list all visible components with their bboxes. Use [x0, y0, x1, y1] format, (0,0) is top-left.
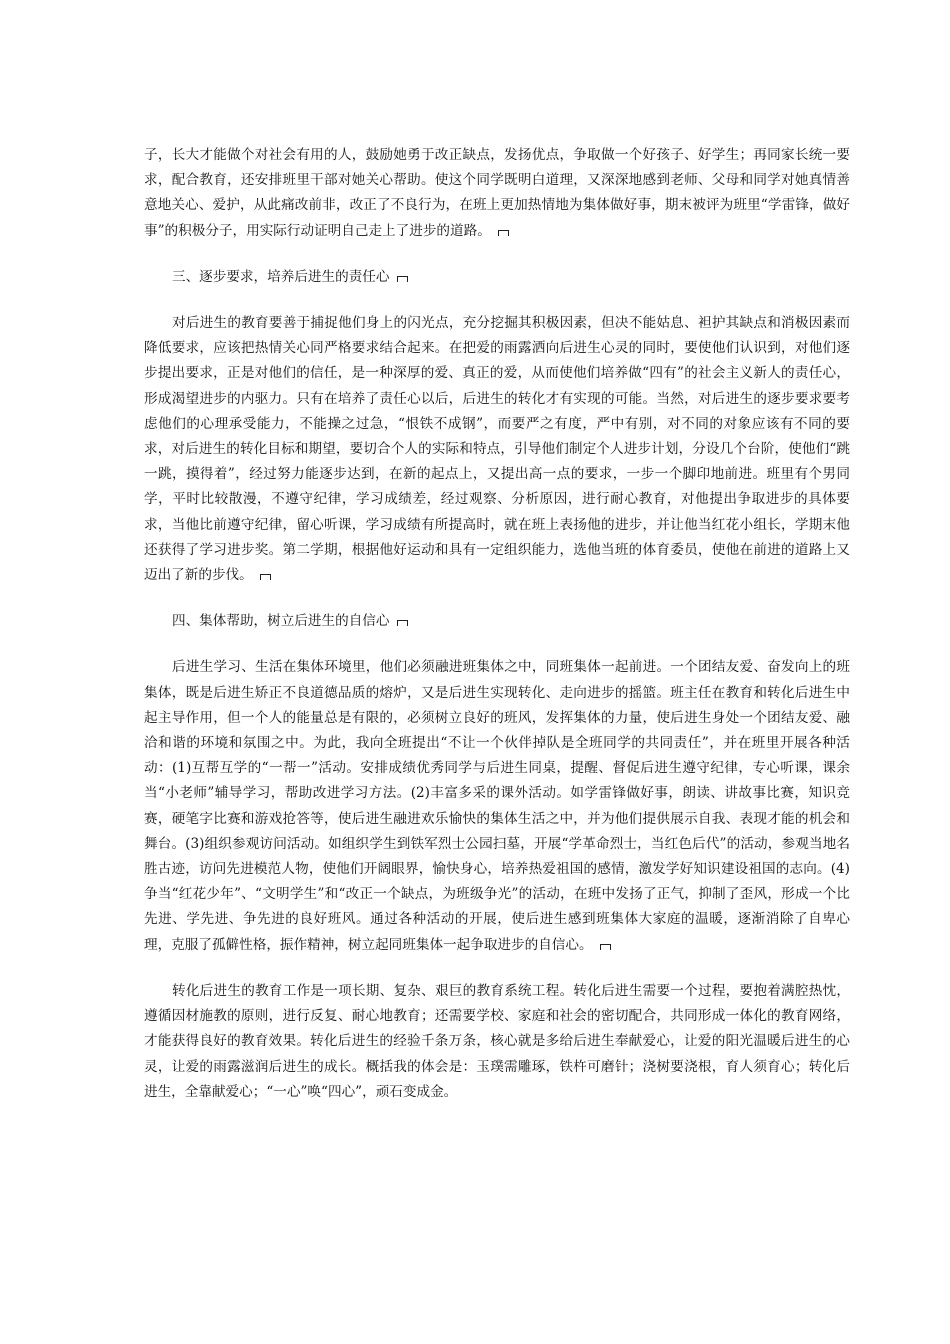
paragraph-text: 对后进生的教育要善于捕捉他们身上的闪光点，充分挖掘其积极因素，但决不能姑息、袒护其缺点和消极因素而降低要求，应该把热情关心同严格要求结合起来。在把爱的雨露洒向后进生心灵的同时，要使他们认识到，对他们逐步提出要求，正是对他们的信任，是一种深厚的爱、真正的爱，从而使他们培养做“四有”的社会主义新人的责任心，形成渴望进步的内驱力。只有在培养了责任心以后，后进生的转化才有实现的可能。当然，对后进生的逐步要求要考虑他们的心理承受能力，不能操之过急，“恨铁不成钢”，而要严之有度，严中有别，对不同的对象应该有不同的要求，对后进生的转化目标和期望，要切合个人的实际和特点，引导他们制定个人进步计划，分设几个台阶，使他们“跳一跳，摸得着”，经过努力能逐步达到，在新的起点上，又提出高一点的要求，一步一个脚印地前进。班里有个男同学，平时比较散漫，不遵守纪律，学习成绩差，经过观察、分析原因，进行耐心教育，对他提出争取进步的具体要求，当他比前遵守纪律，留心听课，学习成绩有所提高时，就在班上表扬他的进步，并让他当红花小组长，学期末他还获得了学习进步奖。第二学期，根据他好运动和具有一定组织能力，选他当班的体育委员，使他在前进的道路上又迈出了新的步伐。: [144, 315, 850, 584]
paragraph-continuation: [144, 143, 850, 244]
paragraph-text: 转化后进生的教育工作是一项长期、复杂、艰巨的教育系统工程。转化后进生需要一个过程，要抱着满腔热忱，遵循因材施教的原则，进行反复、耐心地教育；还需要学校、家庭和社会的密切配合，共同形成一体化的教育网络，才能获得良好的教育效果。转化后进生的经验千条万条，核心就是多给后进生奉献爱心，让爱的阳光温暖后进生的心灵，让爱的雨露滋润后进生的成长。概括我的体会是：玉璞需雕琢，铁杵可磨针；浇树要浇根，育人须育心；转化后进生，全靠献爱心；“一心”唤“四心”，顽石变成金。: [144, 982, 850, 1100]
spacer: [144, 588, 850, 609]
paragraph-section-3: [144, 311, 850, 588]
paragraph-conclusion: [144, 979, 850, 1105]
paragraph-mark-icon: [498, 230, 509, 236]
paragraph-section-4: [144, 655, 850, 957]
paragraph-mark-icon: [397, 276, 408, 282]
paragraph-mark-icon: [260, 574, 271, 580]
section-heading-3: [144, 265, 850, 290]
paragraph-text: 后进生学习、生活在集体环境里，他们必须融进班集体之中，同班集体一起前进。一个团结友爱、奋发向上的班集体，既是后进生矫正不良道德品质的熔炉，又是后进生实现转化、走向进步的摇篮。班主任在教育和转化后进生中起主导作用，但一个人的能量总是有限的，必须树立良好的班风，发挥集体的力量，使后进生身处一个团结友爱、融洽和谐的环境和氛围之中。为此，我向全班提出“不让一个伙伴掉队是全班同学的共同责任”，并在班里开展各种活动：(1)互帮互学的“一帮一”活动。安排成绩优秀同学与后进生同桌，提醒、督促后进生遵守纪律，专心听课，课余当“小老师”辅导学习，帮助改进学习方法。(2)丰富多采的课外活动。如学雷锋做好事，朗读、讲故事比赛，知识竞赛，硬笔字比赛和游戏抢答等，使后进生融进欢乐愉快的集体生活之中，并为他们提供展示自我、表现才能的机会和舞台。(3)组织参观访问活动。如组织学生到铁军烈士公园扫墓，开展“学革命烈士，当红色后代”的活动，参观当地名胜古迹，访问先进模范人物，使他们开阔眼界，愉快身心，培养热爱祖国的感情，激发学好知识建设祖国的志向。(4)争当“红花少年”、“文明学生”和“改正一个缺点，为班级争光”的活动，在班中发扬了正气，抑制了歪风，形成一个比先进、学先进、争先进的良好班风。通过各种活动的开展，使后进生感到班集体大家庭的温暖，逐渐消除了自卑心理，克服了孤僻性格，振作精神，树立起同班集体一起争取进步的自信心。: [144, 659, 850, 953]
heading-text: 三、逐步要求，培养后进生的责任心: [172, 268, 390, 285]
spacer: [144, 634, 850, 655]
heading-text: 四、集体帮助，树立后进生的自信心: [172, 613, 390, 630]
document-page: [144, 143, 850, 1105]
paragraph-mark-icon: [397, 620, 408, 626]
paragraph-mark-icon: [600, 944, 611, 950]
spacer: [144, 290, 850, 311]
paragraph-text: 子，长大才能做个对社会有用的人，鼓励她勇于改正缺点，发扬优点，争取做一个好孩子、好学生；再同家长统一要求，配合教育，还安排班里干部对她关心帮助。使这个同学既明白道理，又深深地感到老师、父母和同学对她真情善意地关心、爱护，从此痛改前非，改正了不良行为，在班上更加热情地为集体做好事，期末被评为班里“学雷锋，做好事”的积极分子，用实际行动证明自己走上了进步的道路。: [144, 147, 850, 239]
section-heading-4: [144, 609, 850, 634]
spacer: [144, 244, 850, 265]
spacer: [144, 958, 850, 979]
